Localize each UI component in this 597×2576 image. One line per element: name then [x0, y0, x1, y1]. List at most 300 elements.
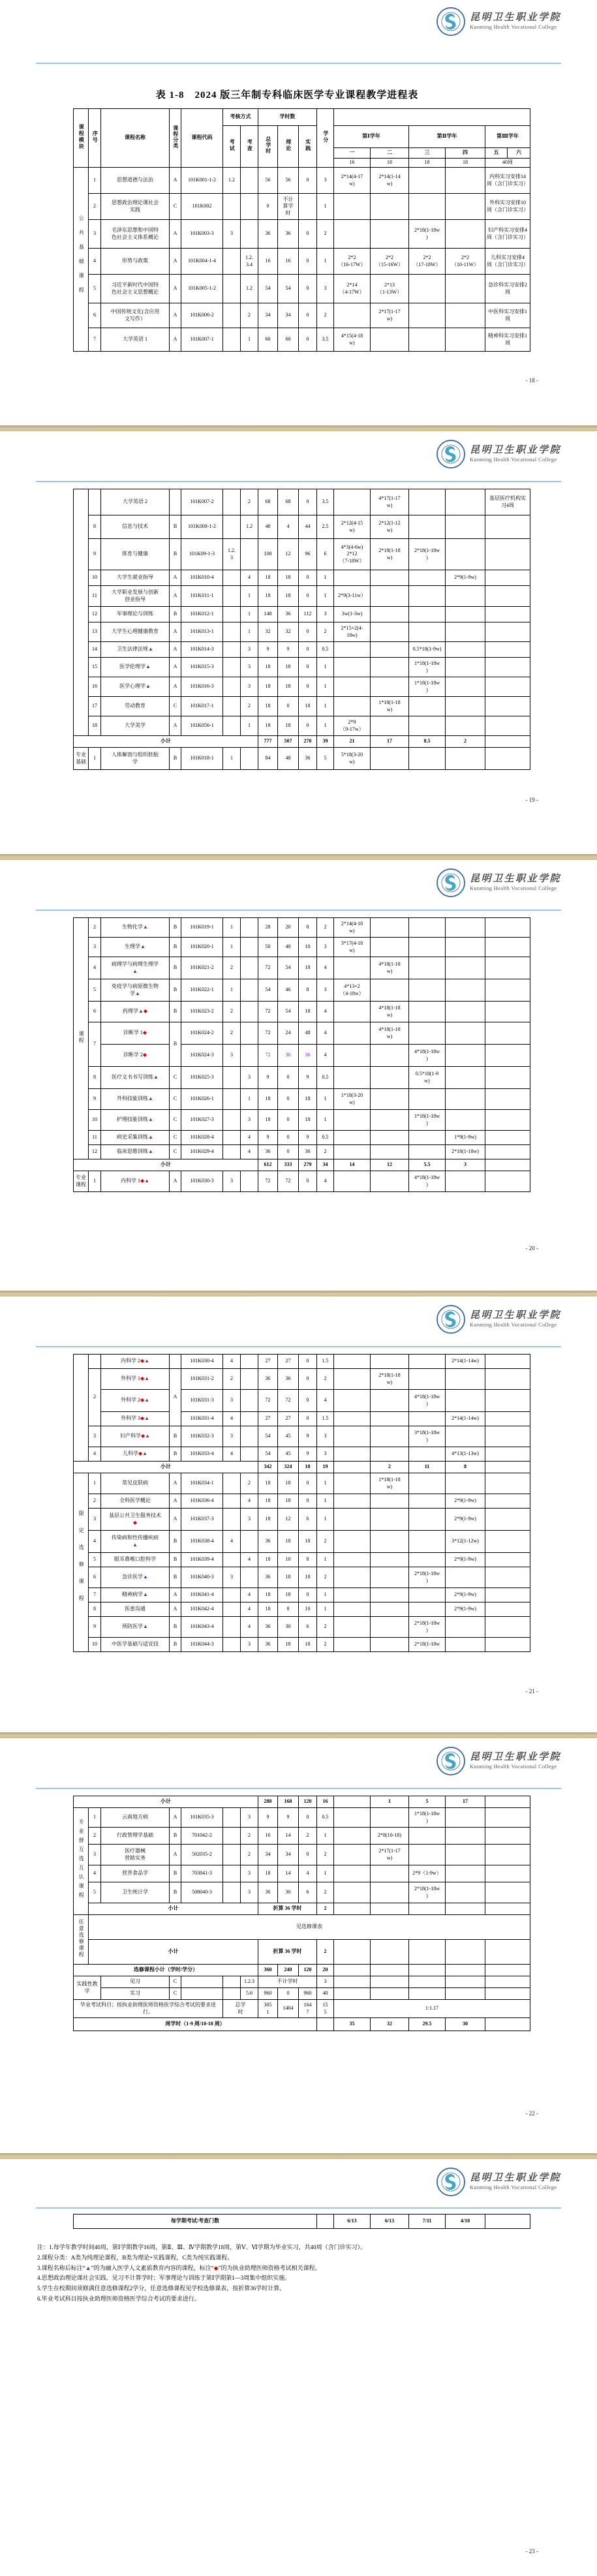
table-cell: 8	[89, 1067, 101, 1089]
table-cell: 14	[278, 1865, 299, 1882]
table-row	[74, 570, 530, 586]
header-rule	[36, 63, 561, 64]
table-cell	[223, 1988, 241, 2000]
table-cell: 2*14(1-14 w)	[371, 168, 409, 194]
table-cell: 1.5	[317, 1355, 334, 1369]
table-cell	[334, 489, 371, 515]
table-cell: C	[170, 1067, 181, 1089]
table-cell	[334, 220, 371, 249]
table-cell: 1	[241, 586, 258, 607]
table-cell	[409, 1473, 446, 1494]
table-cell: 2*9(1-9w)	[446, 1494, 485, 1509]
table-cell	[409, 1509, 446, 1531]
table-cell	[223, 275, 241, 303]
table-cell: 考核方式	[223, 109, 258, 126]
table-cell	[446, 1988, 485, 2000]
table-cell: 1	[89, 1171, 101, 1192]
note-line: 5.学生在校期间须修满任意选修课程2学分，任意选修课程见学校选修课表，按折算36学时计算。	[37, 2285, 286, 2292]
table-cell	[446, 489, 485, 515]
table-cell: 10	[89, 1110, 101, 1131]
document-page--21--	[0, 1296, 597, 1732]
table-cell	[371, 1426, 409, 1447]
table-cell: 101K024-2	[181, 1022, 223, 1045]
table-cell: 9	[89, 1617, 101, 1638]
table-cell	[446, 1390, 485, 1412]
table-cell: 1*18(1-18w )	[409, 1110, 446, 1131]
table-row	[74, 1171, 530, 1192]
table-cell: 3	[223, 1426, 241, 1447]
table-cell: 2	[317, 1531, 334, 1553]
table-cell	[334, 1022, 371, 1045]
table-cell: 72	[258, 1390, 278, 1412]
table-cell: 3*18(1-18w )	[409, 1426, 446, 1447]
triangle-mark: ▲	[135, 990, 140, 996]
table-cell: 18	[258, 1110, 278, 1131]
table-cell	[485, 586, 530, 607]
logo-name-cn: 昆明卫生职业学院	[469, 874, 561, 885]
table-cell: 72	[278, 1171, 299, 1192]
table-cell: 36	[258, 1617, 278, 1638]
table-cell	[446, 220, 485, 249]
table-cell: 2	[223, 1002, 241, 1022]
table-row	[74, 1567, 530, 1588]
table-cell: 2	[89, 1494, 101, 1509]
table-row	[74, 697, 530, 716]
table-cell	[223, 489, 241, 515]
page-number: - 22 -	[525, 2110, 538, 2117]
table-cell	[74, 489, 89, 736]
table-row	[74, 1988, 530, 2000]
table-cell: 7	[89, 1588, 101, 1602]
table-cell	[223, 716, 241, 736]
table-cell	[485, 1940, 530, 1965]
table-cell: 0	[299, 1588, 317, 1602]
table-cell: 17	[371, 736, 409, 748]
table-cell: 30	[278, 1882, 299, 1903]
seal-swirl	[445, 2174, 455, 2190]
table-cell	[223, 1509, 241, 1531]
table-row	[74, 1447, 530, 1462]
table-cell: 2	[317, 1903, 334, 1915]
table-cell	[89, 489, 101, 515]
diamond-mark: ◆	[213, 2264, 219, 2271]
table-cell: 0	[299, 275, 317, 303]
table-cell: 0	[299, 1412, 317, 1426]
table-cell: 第Ⅰ学年	[334, 126, 409, 148]
table-row	[74, 220, 530, 249]
table-cell: 0	[299, 303, 317, 328]
table-cell: A	[170, 220, 181, 249]
table-cell	[334, 697, 371, 716]
table-row	[74, 1531, 530, 1553]
table-cell: C	[170, 697, 181, 716]
triangle-mark: ▲	[145, 664, 151, 670]
table-cell: 病理学与病理生理学 ▲	[101, 957, 170, 979]
table-cell	[170, 1355, 181, 1369]
table-cell: 56	[258, 168, 278, 194]
table-cell	[485, 642, 530, 658]
table-cell: 18	[258, 1588, 278, 1602]
table-cell	[485, 1796, 530, 1808]
table-cell: 72	[258, 1022, 278, 1045]
table-cell: 36	[299, 748, 317, 770]
page-separator	[0, 854, 597, 860]
table-cell	[446, 622, 485, 642]
table-cell: 4*3(4-6w) 2*12 （7-18W）	[334, 539, 371, 570]
table-cell: 6	[89, 1567, 101, 1588]
table-cell: 3	[317, 607, 334, 622]
table-cell: 16	[278, 249, 299, 275]
table-cell: 习近平新时代中国特 色社会主义思想概论	[101, 275, 170, 303]
table-cell	[446, 918, 485, 938]
table-cell: 急诊科实习安排2 周	[485, 275, 530, 303]
table-cell: 3	[89, 938, 101, 957]
table-cell: 20	[278, 918, 299, 938]
table-cell: 17	[446, 1796, 485, 1808]
table-cell: C	[170, 1976, 181, 1988]
table-cell: 3	[241, 1638, 258, 1652]
table-cell: 101K003-3	[181, 220, 223, 249]
college-logo	[436, 2167, 561, 2197]
table-row	[74, 539, 530, 570]
table-cell: 240	[278, 1965, 299, 1976]
table-cell: 外科技能训练▲	[101, 1089, 170, 1110]
table-cell: 777	[258, 736, 278, 748]
table-cell: 4*13+2 （4-18w）	[334, 979, 371, 1002]
table-cell: 1	[241, 328, 258, 352]
table-cell: 3	[241, 1509, 258, 1531]
table-cell: 全科医学概论	[101, 1494, 170, 1509]
table-cell	[485, 1002, 530, 1022]
table-cell	[409, 607, 446, 622]
table-row	[74, 1145, 530, 1159]
college-seal-icon	[436, 1304, 466, 1334]
table-cell: 眼耳鼻喉口腔科学	[101, 1553, 170, 1567]
table-cell	[446, 1426, 485, 1447]
table-cell	[371, 918, 409, 938]
table-cell: 0	[299, 622, 317, 642]
table-row	[74, 168, 530, 194]
table-cell	[241, 1045, 258, 1067]
table-cell: 4	[223, 1531, 241, 1553]
note-line: 注：1.每学年教学时间40周，第Ⅰ学期教学16周，第Ⅱ、Ⅲ、Ⅳ学期教学18周，第Ⅴ、Ⅵ学期为毕业实习，共40周（含门诊实习）。	[37, 2244, 367, 2250]
table-cell	[446, 1845, 485, 1865]
table-cell: 五	[485, 148, 508, 159]
table-cell	[334, 1473, 371, 1494]
table-cell: 2*12(4-15 w)	[334, 515, 371, 539]
table-cell: 2*9(1-9w)	[446, 1553, 485, 1567]
logo-name-cn: 昆明卫生职业学院	[469, 1752, 561, 1763]
table-cell: 1	[241, 622, 258, 642]
table-cell	[371, 194, 409, 220]
table-cell: 36	[278, 1045, 299, 1067]
table-cell: 预防医学▲	[101, 1617, 170, 1638]
college-logo	[436, 7, 561, 37]
table-cell: 2*2 （15-16W）	[371, 249, 409, 275]
logo-text	[470, 874, 561, 891]
table-cell	[485, 658, 530, 677]
table-cell: 0	[299, 1171, 317, 1192]
table-cell: 0	[258, 194, 278, 220]
table-cell	[334, 1002, 371, 1022]
table-cell: 3.5	[317, 489, 334, 515]
table-cell	[485, 1494, 530, 1509]
table-cell	[371, 979, 409, 1002]
table-cell	[371, 622, 409, 642]
table-cell: 101K015-3	[181, 658, 223, 677]
table-cell: 选修课程小计（学时/学分）	[74, 1965, 258, 1976]
table-cell: 0	[299, 1473, 317, 1494]
table-cell: 1	[317, 716, 334, 736]
table-cell	[371, 1494, 409, 1509]
table-cell: A	[170, 275, 181, 303]
table-cell: 病史采集训练▲	[101, 1131, 170, 1145]
table-cell: 101K037-3	[181, 1509, 223, 1531]
table-cell	[241, 1022, 258, 1045]
triangle-mark: ▲	[148, 1096, 153, 1102]
page-title: 表 1-8 2024 版三年制专科临床医学专业课程教学进程表	[155, 90, 419, 100]
table-cell: 148	[258, 607, 278, 622]
table-cell	[485, 1390, 530, 1412]
table-cell	[334, 1940, 371, 1965]
diamond-mark: ◆	[143, 1008, 148, 1015]
table-cell	[371, 1903, 409, 1915]
table-cell: 6	[299, 1509, 317, 1531]
table-cell: 1	[317, 658, 334, 677]
table-cell	[334, 1171, 371, 1192]
table-cell: 4*13(1-13w)	[446, 1447, 485, 1462]
table-cell: 36	[258, 1567, 278, 1588]
table-cell	[223, 126, 241, 168]
table-cell	[446, 586, 485, 607]
table-cell	[334, 1045, 371, 1067]
table-cell: 云南地方病	[101, 1808, 170, 1828]
table-row	[74, 748, 530, 770]
table-cell	[485, 1509, 530, 1531]
table-cell: 常见皮肤病	[101, 1473, 170, 1494]
page-separator	[0, 2153, 597, 2159]
table-cell: 8.5	[409, 736, 446, 748]
table-cell: 46	[278, 979, 299, 1002]
table-cell: 28	[258, 918, 278, 938]
table-cell	[371, 1567, 409, 1588]
table-cell: 18	[299, 1462, 317, 1473]
table-cell	[371, 1965, 409, 1976]
table-cell: 2	[317, 918, 334, 938]
table-cell: 课程代码	[181, 109, 223, 168]
table-cell: 3	[89, 1509, 101, 1531]
table-cell	[446, 539, 485, 570]
table-cell: 2*18(1-18w )	[409, 220, 446, 249]
table-cell: 101K031-4	[181, 1412, 223, 1426]
college-seal-icon	[436, 7, 466, 37]
table-cell	[409, 1602, 446, 1617]
table-cell: A	[170, 642, 181, 658]
table-cell: 11	[409, 1462, 446, 1473]
table-cell: 小计	[74, 1159, 258, 1171]
table-cell: 101K043-4	[181, 1617, 223, 1638]
logo-name-cn: 昆明卫生职业学院	[469, 445, 561, 456]
table-cell	[409, 1494, 446, 1509]
table-cell: 2	[241, 303, 258, 328]
table-cell	[241, 1412, 258, 1426]
table-cell: 2	[317, 1567, 334, 1588]
table-cell	[223, 328, 241, 352]
table-cell	[334, 1828, 371, 1845]
table-cell	[241, 126, 258, 168]
table-cell: 14	[334, 1159, 371, 1171]
table-cell: 101K042-4	[181, 1602, 223, 1617]
table-cell	[371, 1808, 409, 1828]
table-cell	[485, 1976, 530, 1988]
table-cell: 大学美学	[101, 716, 170, 736]
logo-name-cn: 昆明卫生职业学院	[469, 1310, 561, 1321]
table-cell	[446, 1903, 485, 1915]
table-cell: 0.5	[317, 1067, 334, 1089]
vertical-label: 理论	[285, 138, 292, 152]
table-cell: 101K039-4	[181, 1553, 223, 1567]
table-cell	[485, 1159, 530, 1171]
table-cell	[334, 1412, 371, 1426]
table-cell	[485, 1045, 530, 1067]
table-cell: 9	[299, 1426, 317, 1447]
table-cell: 101K036-4	[181, 1494, 223, 1509]
table-cell: 45	[278, 1447, 299, 1462]
table-row	[74, 1022, 530, 1045]
table-cell: 36	[258, 1638, 278, 1652]
table-cell	[223, 622, 241, 642]
table-cell	[485, 1110, 530, 1131]
table-cell	[223, 1553, 241, 1567]
table-cell: 7	[89, 328, 101, 352]
table-cell: 生理学▲	[101, 938, 170, 957]
table-cell	[371, 570, 409, 586]
curriculum-table	[73, 2214, 530, 2229]
table-cell: 34	[317, 1159, 334, 1171]
table-cell	[446, 1965, 485, 1976]
table-cell: 18	[278, 1531, 299, 1553]
table-cell: 思想政治理论课社会 实践	[101, 194, 170, 220]
triangle-mark: ▲	[145, 1433, 151, 1439]
table-cell: 4/10	[446, 2215, 485, 2229]
college-logo	[436, 868, 561, 898]
table-cell: 101K020-1	[181, 938, 223, 957]
table-cell	[223, 1882, 241, 1903]
table-cell: 32	[278, 622, 299, 642]
table-cell: 5	[89, 979, 101, 1002]
table-cell	[409, 1022, 446, 1045]
triangle-mark: ▲	[144, 1397, 150, 1403]
table-cell	[334, 1494, 371, 1509]
table-cell: 8	[299, 1553, 317, 1567]
table-cell: 21	[334, 736, 371, 748]
table-cell: 6	[299, 1882, 317, 1903]
table-cell	[241, 1567, 258, 1588]
table-cell: 0.5*18(1-9w)	[409, 642, 446, 658]
table-row	[74, 658, 530, 677]
table-cell: A	[170, 658, 181, 677]
table-cell: 36	[278, 220, 299, 249]
table-cell: 0	[278, 1145, 299, 1159]
table-cell: 2*2 （17-18W）	[409, 249, 446, 275]
table-cell: 2*18(1-18 w)	[371, 539, 409, 570]
table-cell: 50	[258, 938, 278, 957]
table-cell	[371, 1531, 409, 1553]
table-cell: 4	[223, 1355, 241, 1369]
table-cell: 大学英语 1	[101, 328, 170, 352]
table-cell	[74, 168, 89, 352]
table-cell: 36	[299, 1045, 317, 1067]
table-cell: 101K004-1-4	[181, 249, 223, 275]
table-cell: A	[170, 1808, 181, 1828]
page-separator	[0, 1291, 597, 1296]
table-cell: 39	[317, 736, 334, 748]
vertical-label: 限定选修课程	[78, 1510, 85, 1612]
table-cell: 2*14(1-14w)	[446, 1412, 485, 1426]
table-cell	[409, 1131, 446, 1145]
table-cell: 急诊医学▲	[101, 1567, 170, 1588]
table-cell: 6/13	[334, 2215, 371, 2229]
table-cell: 12	[278, 539, 299, 570]
table-cell: 1	[241, 1089, 258, 1110]
table-cell	[409, 303, 446, 328]
table-cell: 18	[299, 1089, 317, 1110]
table-cell	[409, 1988, 446, 2000]
table-cell: 2	[317, 1882, 334, 1903]
table-cell: 4*18(1-18 w)	[371, 957, 409, 979]
table-cell: 2	[317, 1638, 334, 1652]
seal-swirl	[445, 1753, 455, 1769]
table-cell: 1*18(3-20 w)	[334, 1089, 371, 1110]
table-cell: 48	[278, 748, 299, 770]
table-cell: 2	[317, 622, 334, 642]
vertical-label: 公共基础课程	[78, 215, 85, 301]
diamond-mark: ◆	[132, 1519, 138, 1526]
table-row	[74, 957, 530, 979]
table-cell: 1*9(1-9w)	[446, 1131, 485, 1145]
table-cell: 4	[278, 515, 299, 539]
table-cell: B	[170, 1828, 181, 1845]
table-cell	[371, 1617, 409, 1638]
table-cell: 0	[278, 1110, 299, 1131]
table-cell	[241, 168, 258, 194]
table-cell: 3	[89, 1426, 101, 1447]
college-seal-icon	[436, 1746, 466, 1776]
triangle-mark: ▲	[143, 1574, 148, 1580]
table-cell: 101K019-1	[181, 918, 223, 938]
table-cell	[485, 677, 530, 697]
table-cell	[446, 1976, 485, 1988]
table-cell	[485, 2018, 530, 2031]
table-cell	[334, 1588, 371, 1602]
table-cell: 0.5	[317, 642, 334, 658]
table-cell: 9	[299, 1447, 317, 1462]
table-row	[74, 1494, 530, 1509]
table-cell: 3	[317, 979, 334, 1002]
table-row	[74, 303, 530, 328]
table-cell: B	[170, 1426, 181, 1447]
seal-swirl	[445, 1311, 455, 1327]
table-cell: 101K027-3	[181, 1110, 223, 1131]
table-cell: 11	[89, 586, 101, 607]
table-cell: 101K033-4	[181, 1447, 223, 1462]
table-cell	[334, 1426, 371, 1447]
table-cell	[371, 1089, 409, 1110]
table-cell	[409, 275, 446, 303]
table-cell: 中医科实习安排1 周	[485, 303, 530, 328]
table-cell: 0	[299, 168, 317, 194]
table-cell: A	[170, 1473, 181, 1494]
